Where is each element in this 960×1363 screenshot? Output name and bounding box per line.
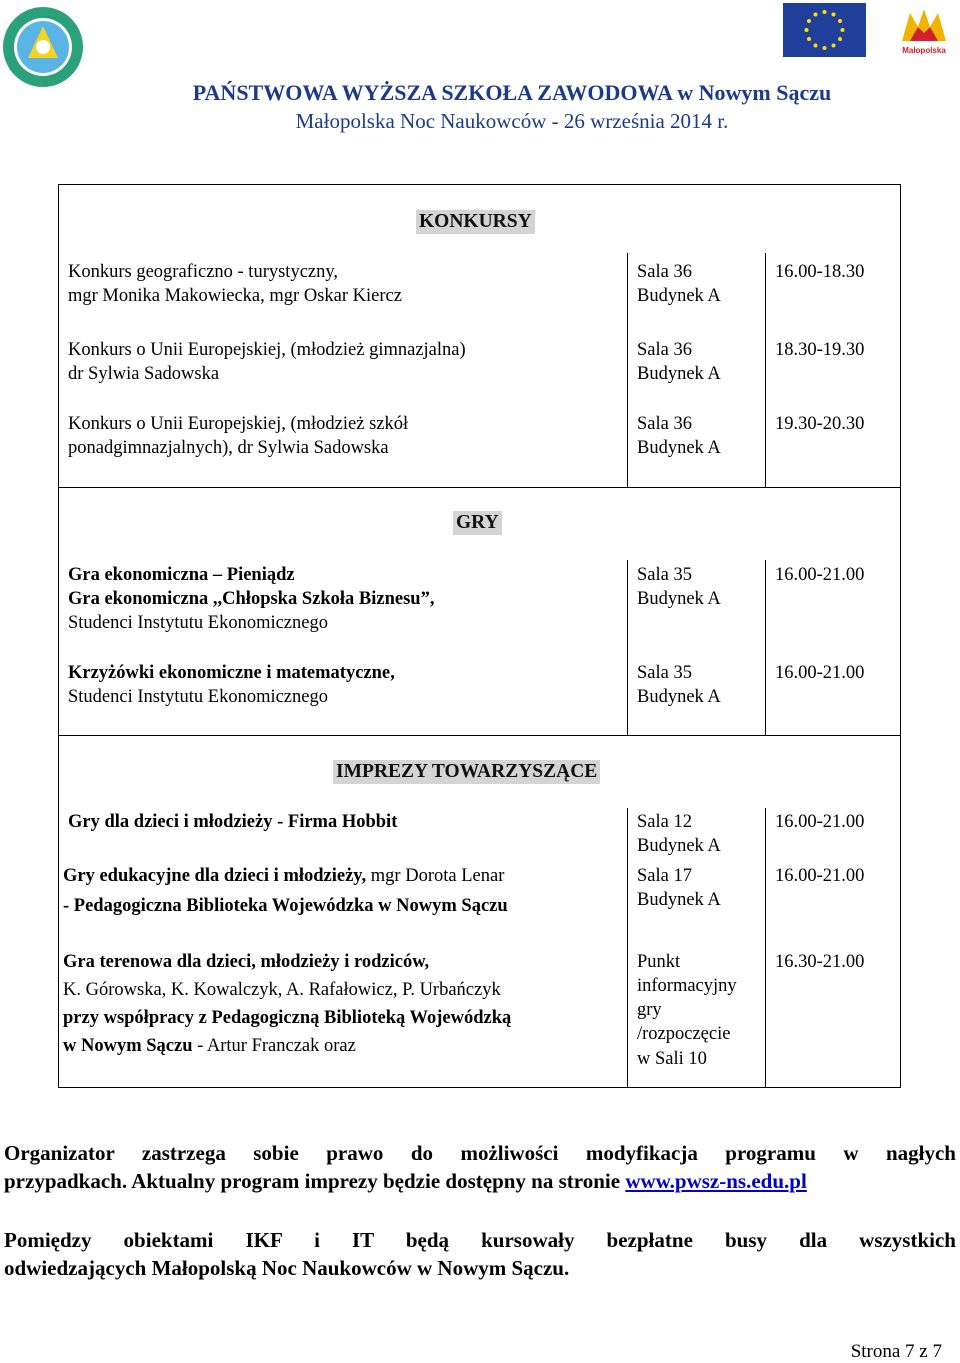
event-location: gry	[637, 1000, 662, 1020]
event-building: Budynek A	[637, 438, 721, 458]
event-desc: w Nowym Sączu - Artur Franczak oraz	[63, 1036, 356, 1056]
organizer-note: Organizator zastrzega sobie prawo do możliwości modyfikacja programu w nagłych przypadkach. Aktualny program imprezy będzie dostępny na stronie www.pwsz-ns.edu.pl	[4, 1141, 956, 1193]
event-desc: Krzyżówki ekonomiczne i matematyczne,	[68, 663, 395, 683]
event-desc: Gra ekonomiczna – Pieniądz	[68, 565, 295, 585]
event-building: Budynek A	[637, 364, 721, 384]
eu-flag-icon	[783, 3, 866, 57]
svg-text:Małopolska: Małopolska	[902, 46, 946, 55]
event-desc: Studenci Instytutu Ekonomicznego	[68, 613, 328, 633]
event-room: Sala 12	[637, 812, 692, 832]
event-time: 16.00-21.00	[775, 866, 865, 886]
event-desc: Gra ekonomiczna ,,Chłopska Szkoła Biznesu”,	[68, 589, 435, 609]
event-desc: Gry edukacyjne dla dzieci i młodzieży, mgr Dorota Lenar	[63, 866, 505, 886]
event-location: Punkt	[637, 952, 681, 972]
column-divider	[765, 560, 766, 735]
event-desc: K. Górowska, K. Kowalczyk, A. Rafałowicz, P. Urbańczyk	[63, 980, 501, 1000]
event-location: informacyjny	[637, 976, 737, 996]
event-building: Budynek A	[637, 687, 721, 707]
column-divider	[627, 808, 628, 1088]
event-desc: Studenci Instytutu Ekonomicznego	[68, 687, 328, 707]
pwsz-logo	[2, 6, 84, 88]
event-room: Sala 35	[637, 565, 692, 585]
event-room: Sala 36	[637, 340, 692, 360]
event-time: 16.00-21.00	[775, 663, 865, 683]
section-heading-gry: GRY	[453, 511, 502, 535]
event-desc: przy współpracy z Pedagogiczną Biblioteką Wojewódzką	[63, 1008, 512, 1028]
event-desc: Gra terenowa dla dzieci, młodzieży i rodziców,	[63, 952, 430, 972]
column-divider	[765, 253, 766, 487]
bus-note: Pomiędzy obiektami IKF i IT będą kursowały bezpłatne busy dla wszystkich odwiedzających Małopolską Noc Naukowców w Nowym Sączu.	[4, 1228, 956, 1280]
event-time: 19.30-20.30	[775, 414, 865, 434]
column-divider	[627, 253, 628, 487]
event-time: 16.00-18.30	[775, 262, 865, 282]
event-building: Budynek A	[637, 836, 721, 856]
table-divider	[58, 735, 901, 736]
website-link[interactable]: www.pwsz-ns.edu.pl	[625, 1169, 807, 1193]
document-subtitle: Małopolska Noc Naukowców - 26 września 2014 r.	[295, 109, 729, 133]
event-building: Budynek A	[637, 890, 721, 910]
event-building: Budynek A	[637, 589, 721, 609]
page-number: Strona 7 z 7	[850, 1341, 942, 1362]
event-building: Budynek A	[637, 286, 721, 306]
malopolska-logo	[896, 3, 952, 57]
event-desc: Gry dla dzieci i młodzieży - Firma Hobbit	[68, 812, 398, 832]
event-time: 16.30-21.00	[775, 952, 865, 972]
event-room: Sala 17	[637, 866, 692, 886]
event-time: 16.00-21.00	[775, 565, 865, 585]
event-room: Sala 36	[637, 262, 692, 282]
event-desc: dr Sylwia Sadowska	[68, 364, 220, 384]
document-title: PAŃSTWOWA WYŻSZA SZKOŁA ZAWODOWA w Nowym Sączu	[192, 80, 832, 105]
event-time: 18.30-19.30	[775, 340, 865, 360]
table-divider	[58, 487, 901, 488]
event-location: /rozpoczęcie	[637, 1024, 731, 1044]
event-desc: Konkurs o Unii Europejskiej, (młodzież gimnazjalna)	[68, 340, 466, 360]
event-time: 16.00-21.00	[775, 812, 865, 832]
event-desc: mgr Monika Makowiecka, mgr Oskar Kiercz	[68, 286, 402, 306]
column-divider	[627, 560, 628, 735]
event-room: Sala 36	[637, 414, 692, 434]
event-room: Sala 35	[637, 663, 692, 683]
event-desc: ponadgimnazjalnych), dr Sylwia Sadowska	[68, 438, 389, 458]
event-desc: - Pedagogiczna Biblioteka Wojewódzka w Nowym Sączu	[63, 896, 508, 916]
event-location: w Sali 10	[637, 1049, 707, 1069]
section-heading-imprezy: IMPREZY TOWARZYSZĄCE	[333, 760, 600, 784]
section-heading-konkursy: KONKURSY	[416, 210, 535, 234]
event-desc: Konkurs geograficzno - turystyczny,	[68, 262, 339, 282]
event-desc: Konkurs o Unii Europejskiej, (młodzież szkół	[68, 414, 409, 434]
column-divider	[765, 808, 766, 1088]
